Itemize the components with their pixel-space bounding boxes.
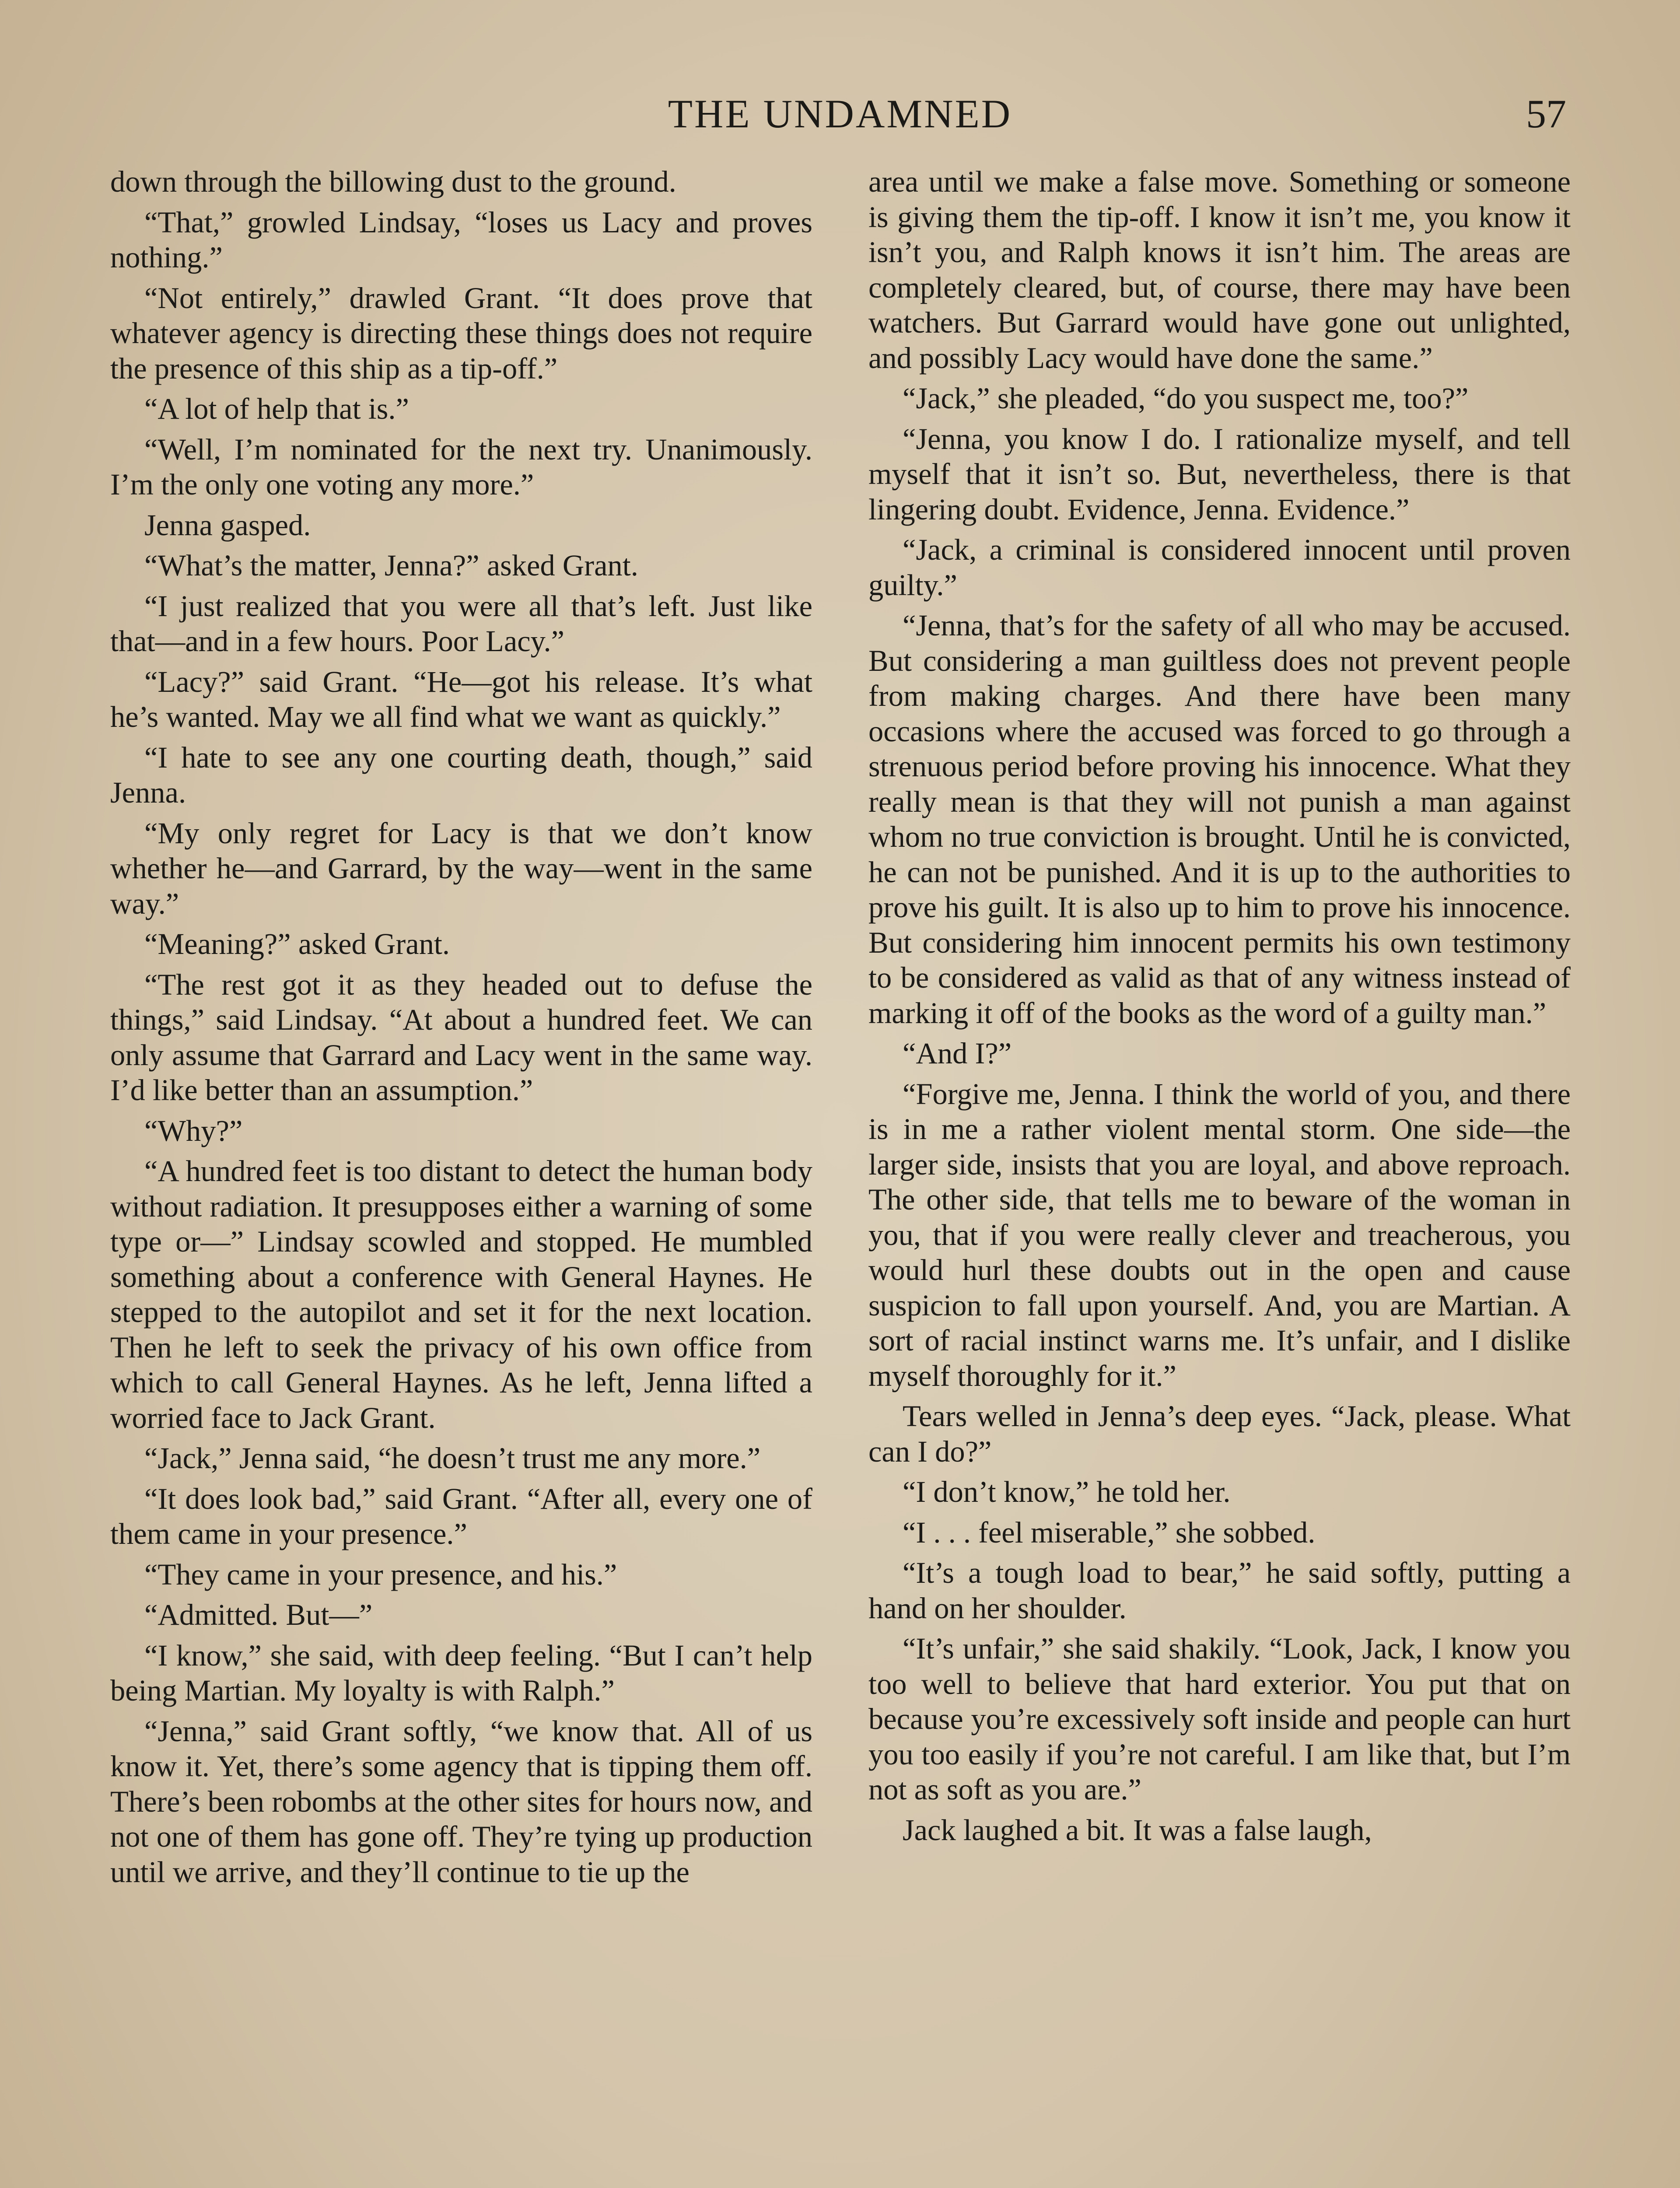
- paragraph: “Well, I’m nominated for the next try. Unanimously. I’m the only one voting any more.”: [110, 432, 812, 501]
- paragraph: “Jack, a criminal is considered innocent until proven guilty.”: [868, 533, 1571, 602]
- paragraph: Jenna gasped.: [144, 508, 311, 542]
- paragraph: “My only regret for Lacy is that we don’t know whether he—and Garrard, by the way—went in the same way.”: [110, 816, 812, 920]
- paragraph: “Jenna, that’s for the safety of all who may be accused. But considering a man guiltless does not prevent people from making charges. And there have been many occasions where the accused was forced to go through a strenuous period before proving his innocence. What they really mean is that they will not punish a man against whom no true conviction is brought. Until he is convicted, he can not be punished. And it is up to the authorities to prove his guilt. It is also up to him to prove his innocence. But considering him innocent permits his own testimony to be considered as valid as that of any witness instead of marking it off of the books as the word of a guilty man.”: [868, 609, 1571, 1030]
- paragraph: “Why?”: [144, 1114, 243, 1147]
- paragraph: “Admitted. But—”: [144, 1598, 373, 1631]
- paragraph: “It’s unfair,” she said shakily. “Look, Jack, I know you too well to believe that hard exterior. You put that on because you’re excessively soft inside and people can hurt you too easily if you’re not careful. I am like that, but I’m not as soft as you are.”: [868, 1632, 1571, 1806]
- paragraph: “Lacy?” said Grant. “He—got his release. It’s what he’s wanted. May we all find what we want as quickly.”: [110, 665, 812, 733]
- paragraph: “I know,” she said, with deep feeling. “But I can’t help being Martian. My loyalty is with Ralph.”: [110, 1638, 812, 1707]
- paragraph: “Jenna, you know I do. I rationalize myself, and tell myself that it isn’t so. But, nevertheless, there is that lingering doubt. Evidence, Jenna. Evidence.”: [868, 422, 1571, 526]
- paragraph: area until we make a false move. Something or someone is giving them the tip-off. I know it isn’t me, you know it isn’t you, and Ralph knows it isn’t him. The areas are completely cleared, but, of course, there may have been watchers. But Garrard would have gone out unlighted, and possibly Lacy would have done the same.”: [868, 165, 1571, 375]
- paragraph: “Meaning?” asked Grant.: [144, 927, 450, 961]
- paragraph: “I . . . feel miserable,” she sobbed.: [903, 1515, 1316, 1549]
- paragraph: “Forgive me, Jenna. I think the world of you, and there is in me a rather violent mental storm. One side—the larger side, insists that you are loyal, and above reproach. The other side, that tells me to beware of the woman in you, that if you were really clever and treacherous, you would hurl these doubts out in the open and cause suspicion to fall upon yourself. And, you are Martian. A sort of racial instinct warns me. It’s unfair, and I dislike myself thoroughly for it.”: [868, 1077, 1571, 1392]
- paragraph: “A lot of help that is.”: [144, 392, 409, 425]
- paragraph: “It does look bad,” said Grant. “After all, every one of them came in your presence.”: [110, 1482, 812, 1550]
- paragraph: “Not entirely,” drawled Grant. “It does prove that whatever agency is directing these things does not require the presence of this ship as a tip-off.”: [110, 281, 812, 385]
- paragraph: “That,” growled Lindsay, “loses us Lacy and proves nothing.”: [110, 205, 812, 274]
- paragraph: Jack laughed a bit. It was a false laugh,: [903, 1813, 1372, 1847]
- paragraph: “They came in your presence, and his.”: [144, 1557, 617, 1591]
- paragraph: “Jenna,” said Grant softly, “we know that. All of us know it. Yet, there’s some agency that is tipping them off. There’s been robombs at the other sites for hours now, and not one of them has gone off. They’re tying up production until we arrive, and they’ll continue to tie up the: [110, 1714, 812, 1889]
- running-header: [0, 83, 1680, 144]
- paragraph: “A hundred feet is too distant to detect the human body without radiation. It presupposes either a warning of some type or—” Lindsay scowled and stopped. He mumbled something about a conference with General Haynes. He stepped to the autopilot and set it for the next location. Then he left to seek the privacy of his own office from which to call General Haynes. As he left, Jenna lifted a worried face to Jack Grant.: [110, 1154, 812, 1434]
- paragraph: “And I?”: [903, 1037, 1012, 1070]
- paragraph: “I just realized that you were all that’s left. Just like that—and in a few hours. Poor Lacy.”: [110, 589, 812, 658]
- page-number: 57: [1526, 91, 1566, 136]
- paragraph: “Jack,” she pleaded, “do you suspect me, too?”: [903, 382, 1469, 415]
- paragraph: “It’s a tough load to bear,” he said softly, putting a hand on her shoulder.: [868, 1556, 1571, 1625]
- paragraph: “I don’t know,” he told her.: [903, 1475, 1231, 1508]
- paragraph: “The rest got it as they headed out to defuse the things,” said Lindsay. “At about a hundred feet. We can only assume that Garrard and Lacy went in the same way. I’d like better than an assumption.”: [110, 968, 812, 1107]
- paragraph: down through the billowing dust to the ground.: [110, 165, 676, 198]
- left-text-column: [110, 164, 812, 2188]
- paragraph: “Jack,” Jenna said, “he doesn’t trust me any more.”: [144, 1441, 761, 1475]
- right-text-column: [868, 164, 1571, 2188]
- paragraph: “I hate to see any one courting death, though,” said Jenna.: [110, 740, 812, 809]
- paragraph: “What’s the matter, Jenna?” asked Grant.: [144, 549, 638, 582]
- paragraph: Tears welled in Jenna’s deep eyes. “Jack, please. What can I do?”: [868, 1399, 1571, 1468]
- running-title: THE UNDAMNED: [668, 91, 1012, 136]
